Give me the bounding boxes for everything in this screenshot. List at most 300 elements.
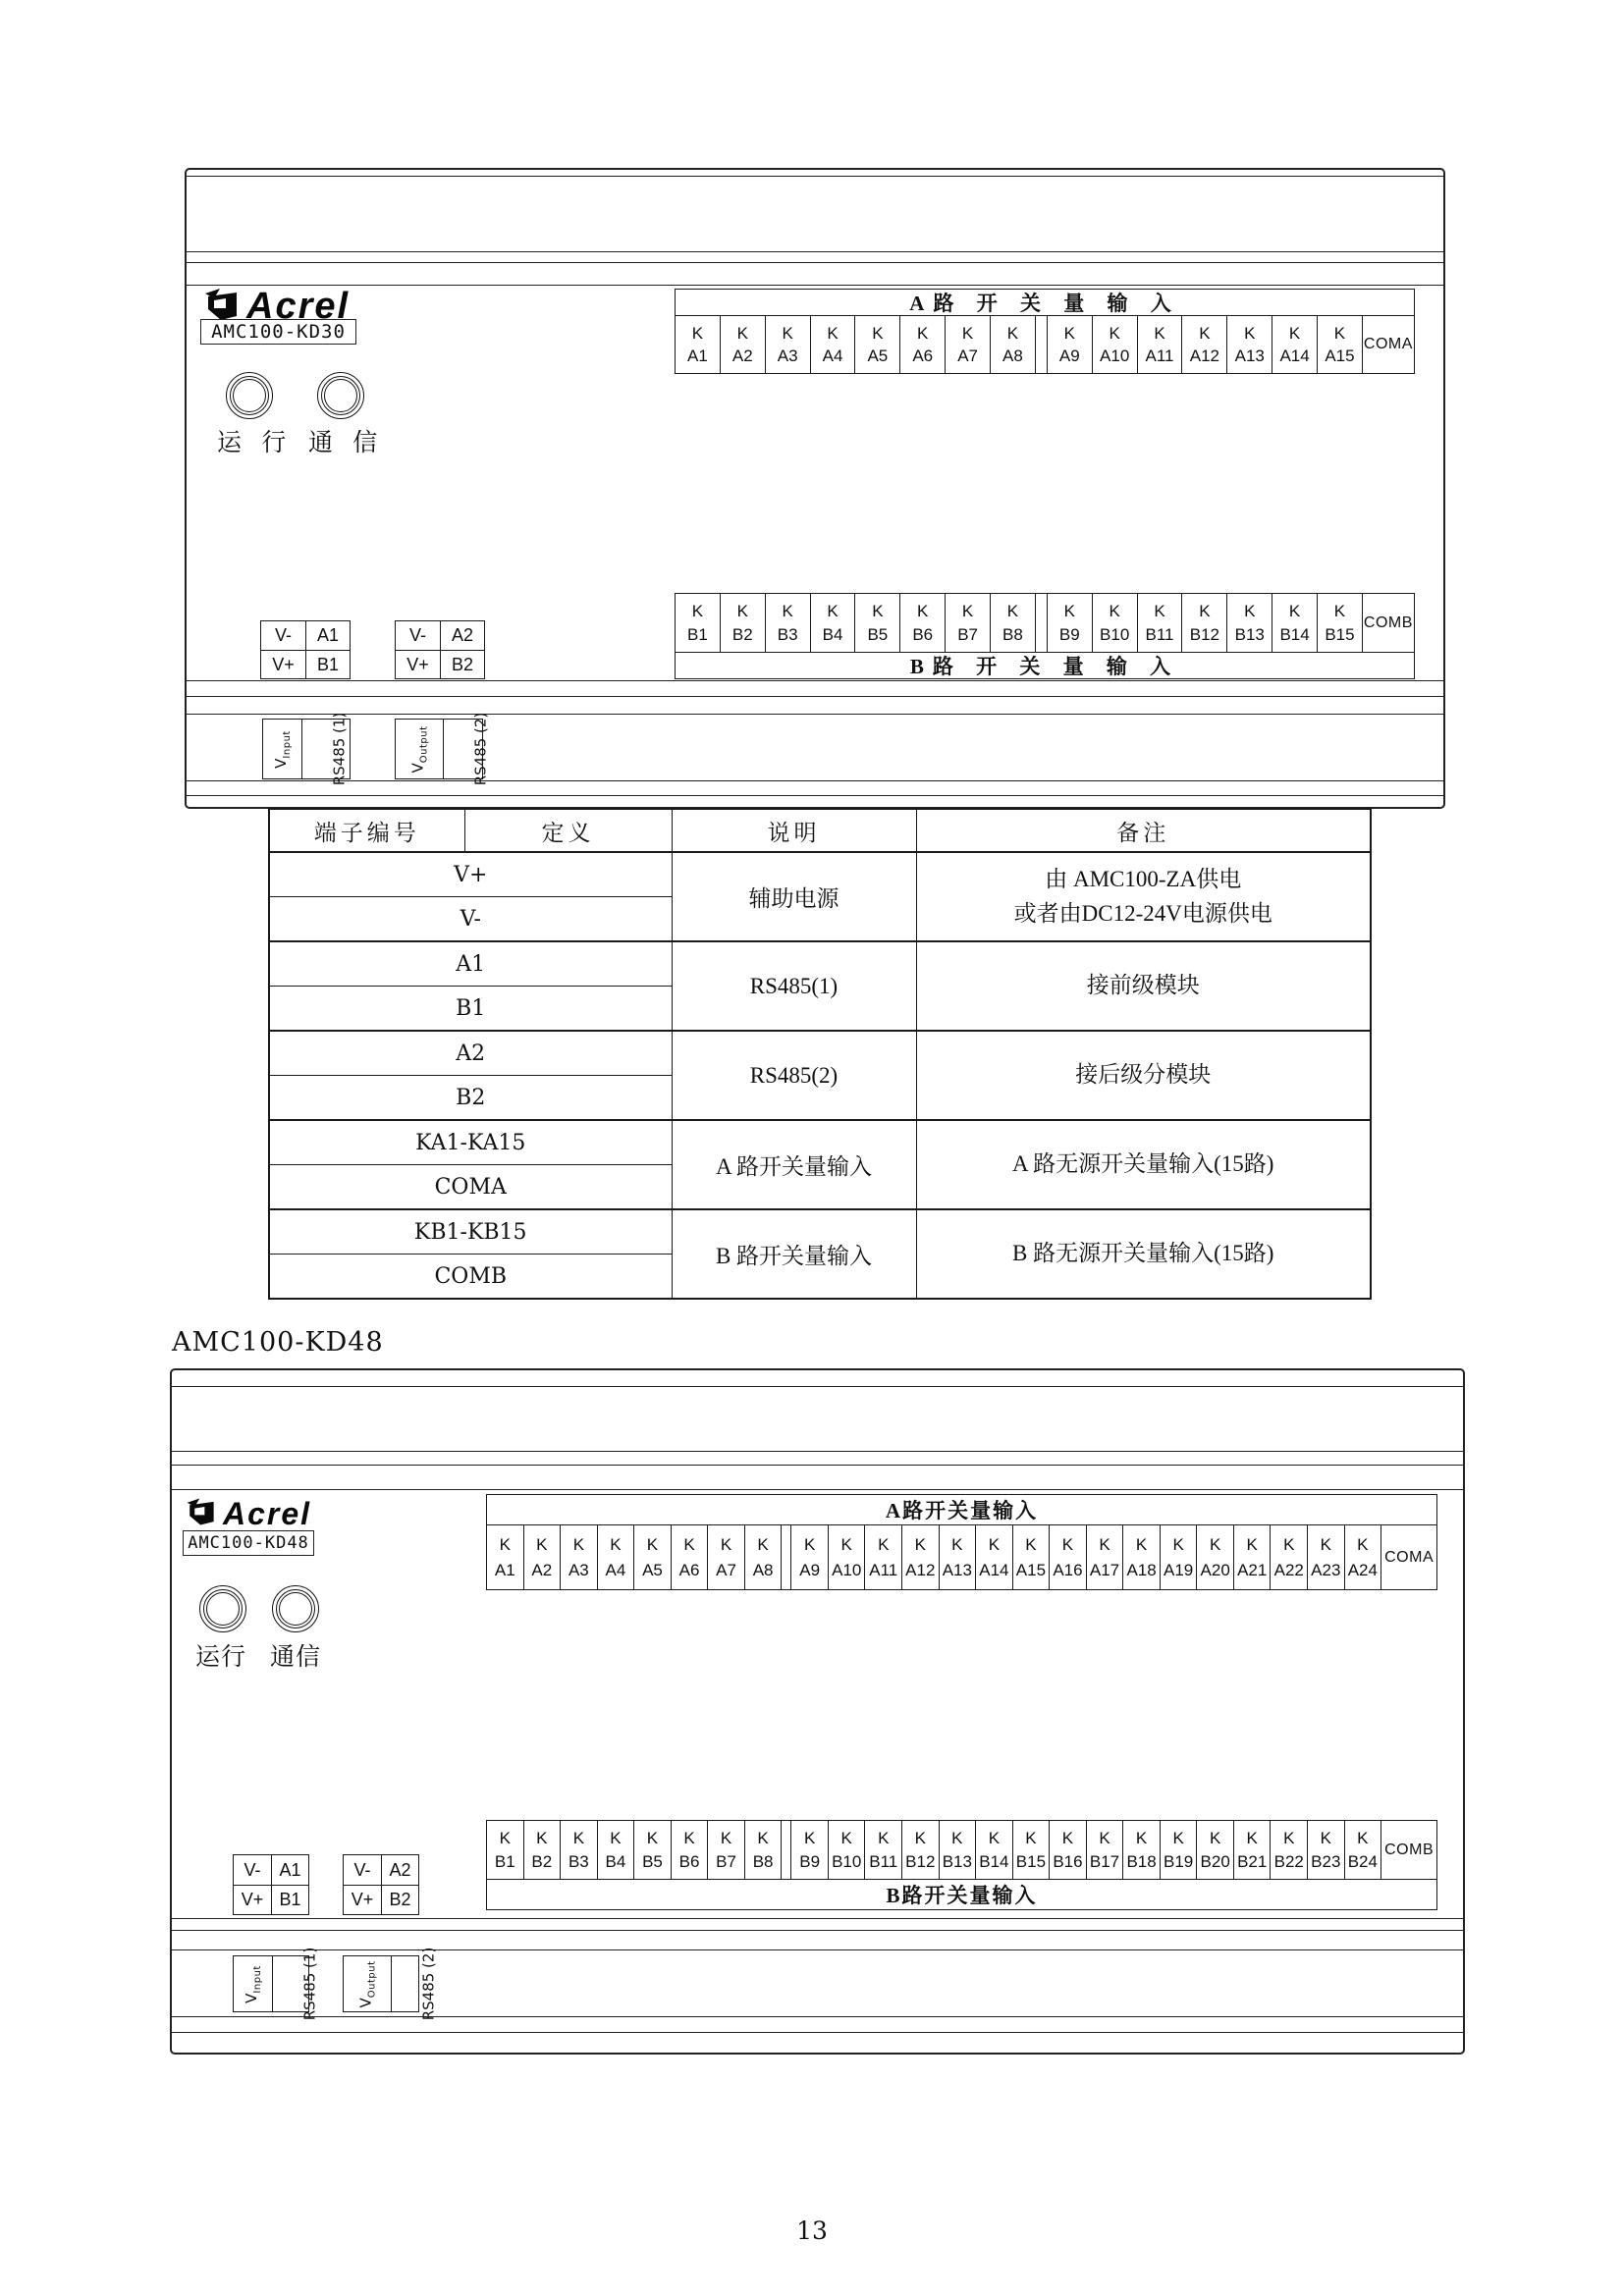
contact-k-label: K bbox=[1357, 1829, 1369, 1848]
terminal-cell-b3 bbox=[765, 594, 810, 652]
terminal-cell-a4 bbox=[597, 1525, 634, 1589]
terminal-id: A6 bbox=[912, 347, 934, 365]
contact-k-label: K bbox=[572, 1829, 585, 1848]
contact-k-label: K bbox=[840, 1829, 852, 1848]
din-rail-line bbox=[187, 696, 1443, 697]
terminal-id: B1 bbox=[687, 624, 708, 644]
terminal-vminus: V- bbox=[408, 625, 426, 645]
power-rs485-1-block bbox=[260, 620, 351, 679]
terminal-id: A2 bbox=[731, 347, 753, 365]
terminal-id: B22 bbox=[1273, 1851, 1304, 1871]
terminal-id-cell: V- bbox=[269, 897, 672, 942]
terminal-id: A4 bbox=[822, 347, 843, 365]
remark-line: 接前级模块 bbox=[1086, 973, 1200, 998]
comm-led-label: 通 信 bbox=[308, 430, 385, 456]
terminal-id: A22 bbox=[1273, 1560, 1304, 1579]
din-rail-line bbox=[172, 1465, 1463, 1466]
terminal-vminus: V- bbox=[244, 1859, 261, 1880]
terminal-id: B23 bbox=[1311, 1851, 1341, 1871]
bank-b-title: B路 开 关 量 输 入 bbox=[676, 652, 1414, 678]
remark-cell bbox=[916, 941, 1371, 1031]
kd48-caption: AMC100-KD48 bbox=[172, 1327, 384, 1358]
terminal-cell-a19 bbox=[1160, 1525, 1197, 1589]
contact-k-label: K bbox=[1199, 602, 1211, 621]
terminal-id: A11 bbox=[869, 1560, 898, 1579]
run-led-label: 运行 bbox=[195, 1644, 247, 1671]
bank-b-row bbox=[676, 594, 1414, 652]
terminal-cell-a10 bbox=[1092, 316, 1137, 373]
rs485-2-text: RS485 (2) bbox=[471, 712, 490, 786]
table-row bbox=[269, 852, 1371, 897]
contact-k-label: K bbox=[782, 602, 793, 621]
contact-k-label: K bbox=[1063, 602, 1075, 621]
remark-cell bbox=[916, 1031, 1371, 1120]
terminal-id-cell: COMA bbox=[269, 1165, 672, 1210]
contact-k-label: K bbox=[536, 1535, 548, 1555]
bank-a-row bbox=[487, 1525, 1436, 1589]
terminal-id: A19 bbox=[1163, 1560, 1194, 1579]
definition-cell: RS485(2) bbox=[672, 1031, 916, 1120]
terminal-id: B24 bbox=[1347, 1851, 1378, 1871]
model-label: AMC100-KD30 bbox=[200, 319, 356, 345]
device-kd48 bbox=[170, 1368, 1465, 2055]
terminal-id: A7 bbox=[716, 1560, 736, 1579]
page-number: 13 bbox=[796, 2216, 828, 2245]
contact-k-label: K bbox=[872, 602, 884, 621]
contact-k-label: K bbox=[1288, 324, 1301, 343]
front-panel-bottom-line bbox=[187, 680, 1443, 681]
terminal-id-cell: KB1-KB15 bbox=[269, 1209, 672, 1255]
table-row bbox=[269, 1209, 1371, 1255]
power-rs485-1-block bbox=[233, 1854, 309, 1915]
terminal-id: B19 bbox=[1163, 1851, 1194, 1871]
terminal-cell-a7 bbox=[707, 1525, 744, 1589]
terminal-id: B5 bbox=[867, 624, 889, 644]
terminal-cell-b9 bbox=[790, 1821, 828, 1879]
terminal-id: A14 bbox=[1279, 347, 1310, 365]
terminal-id: B13 bbox=[1234, 624, 1265, 644]
contact-k-label: K bbox=[1288, 602, 1301, 621]
terminal-b1: B1 bbox=[305, 650, 350, 678]
terminal-id: B10 bbox=[1100, 624, 1130, 644]
contact-k-label: K bbox=[1246, 1535, 1258, 1555]
terminal-id: B2 bbox=[731, 624, 753, 644]
terminal-cell-a8 bbox=[990, 316, 1035, 373]
terminal-id: B10 bbox=[832, 1851, 862, 1871]
terminal-vminus: V- bbox=[353, 1859, 371, 1880]
terminal-cell-b16 bbox=[1049, 1821, 1086, 1879]
terminal-separator bbox=[781, 1821, 790, 1879]
terminal-cell-b6 bbox=[899, 594, 945, 652]
terminal-separator bbox=[781, 1525, 790, 1589]
comm-led-label: 通信 bbox=[270, 1644, 322, 1671]
terminal-cell-a2 bbox=[720, 316, 765, 373]
terminal-cell-b13 bbox=[939, 1821, 976, 1879]
contact-k-label: K bbox=[1209, 1535, 1221, 1555]
terminal-id: A5 bbox=[642, 1560, 663, 1579]
contact-k-label: K bbox=[1061, 1535, 1074, 1555]
v-input-cell bbox=[263, 720, 301, 778]
bank-b-terminals bbox=[675, 593, 1415, 679]
contact-k-label: K bbox=[536, 1829, 548, 1848]
terminal-cell-b1 bbox=[676, 594, 720, 652]
terminal-id: B3 bbox=[568, 1851, 589, 1871]
bank-b-row bbox=[487, 1821, 1436, 1879]
contact-k-label: K bbox=[1172, 1829, 1184, 1848]
contact-k-label: K bbox=[878, 1535, 890, 1555]
terminal-id: B11 bbox=[1145, 624, 1174, 644]
contact-k-label: K bbox=[1109, 324, 1120, 343]
terminal-a2: A2 bbox=[440, 621, 484, 650]
terminal-cell-b11 bbox=[1137, 594, 1182, 652]
contact-k-label: K bbox=[827, 602, 839, 621]
contact-k-label: K bbox=[803, 1829, 816, 1848]
terminal-cell-b7 bbox=[707, 1821, 744, 1879]
rs485-1-text: RS485 (1) bbox=[329, 712, 348, 786]
terminal-id: B7 bbox=[716, 1851, 736, 1871]
terminal-b2: B2 bbox=[381, 1885, 418, 1914]
terminal-id: B16 bbox=[1053, 1851, 1083, 1871]
terminal-separator bbox=[1035, 594, 1047, 652]
din-rail-line bbox=[187, 262, 1443, 263]
terminal-cell-a14 bbox=[1272, 316, 1317, 373]
terminal-a2: A2 bbox=[381, 1855, 418, 1885]
contact-k-label: K bbox=[1320, 1829, 1331, 1848]
terminal-cell-b15 bbox=[1012, 1821, 1050, 1879]
definition-cell: RS485(1) bbox=[672, 941, 916, 1031]
terminal-cell-a12 bbox=[901, 1525, 939, 1589]
remark-cell bbox=[916, 852, 1371, 941]
terminal-cell-a16 bbox=[1049, 1525, 1086, 1589]
terminal-separator bbox=[1035, 316, 1047, 373]
contact-k-label: K bbox=[757, 1829, 769, 1848]
terminal-id: A9 bbox=[1058, 347, 1080, 365]
terminal-id-cell: V+ bbox=[269, 852, 672, 897]
terminal-cell-a21 bbox=[1233, 1525, 1271, 1589]
terminal-cell-b22 bbox=[1270, 1821, 1307, 1879]
run-led-label: 运 行 bbox=[217, 430, 294, 456]
terminal-id: B4 bbox=[822, 624, 843, 644]
contact-k-label: K bbox=[914, 1535, 926, 1555]
terminal-cell-a3 bbox=[560, 1525, 597, 1589]
terminal-id: A4 bbox=[605, 1560, 626, 1579]
front-panel-top-line bbox=[187, 285, 1443, 286]
din-rail-line bbox=[172, 2032, 1463, 2033]
terminal-id-cell: A1 bbox=[269, 941, 672, 987]
terminal-cell-a7 bbox=[945, 316, 990, 373]
terminal-cell-b2 bbox=[523, 1821, 561, 1879]
contact-k-label: K bbox=[951, 1829, 963, 1848]
v-symbol: V bbox=[242, 1993, 260, 2003]
terminal-id: A15 bbox=[1015, 1560, 1047, 1579]
remark-cell bbox=[916, 1120, 1371, 1209]
terminal-vplus: V+ bbox=[396, 650, 440, 678]
terminal-cell-a20 bbox=[1196, 1525, 1233, 1589]
terminal-cell-b14 bbox=[1272, 594, 1317, 652]
terminal-id: A13 bbox=[942, 1560, 972, 1579]
terminal-id-cell: KA1-KA15 bbox=[269, 1120, 672, 1165]
terminal-vplus: V+ bbox=[344, 1885, 381, 1914]
terminal-cell-a5 bbox=[854, 316, 899, 373]
terminal-cell-b10 bbox=[1092, 594, 1137, 652]
terminal-cell-b18 bbox=[1122, 1821, 1160, 1879]
terminal-id: A7 bbox=[957, 347, 978, 365]
acrel-logo-text: Acrel bbox=[246, 286, 351, 327]
contact-k-label: K bbox=[1135, 1829, 1148, 1848]
terminal-id: A16 bbox=[1053, 1560, 1083, 1579]
terminal-id: A8 bbox=[752, 1560, 774, 1579]
terminal-id: B14 bbox=[979, 1851, 1009, 1871]
terminal-cell-b11 bbox=[864, 1821, 901, 1879]
terminal-id: B15 bbox=[1325, 624, 1355, 644]
bank-a-title: A路 开 关 量 输 入 bbox=[676, 290, 1414, 316]
terminal-cell-b5 bbox=[854, 594, 899, 652]
terminal-cell-a11 bbox=[1137, 316, 1182, 373]
contact-k-label: K bbox=[646, 1535, 659, 1555]
terminal-cell-b20 bbox=[1196, 1821, 1233, 1879]
terminal-cell-b13 bbox=[1226, 594, 1272, 652]
terminal-id-cell: B1 bbox=[269, 987, 672, 1032]
col-terminal-number: 端子编号 bbox=[269, 809, 464, 852]
col-description: 说明 bbox=[672, 809, 916, 852]
contact-k-label: K bbox=[827, 324, 839, 343]
contact-k-label: K bbox=[1244, 602, 1256, 621]
remark-line: 或者由DC12-24V电源供电 bbox=[1013, 900, 1272, 926]
contact-k-label: K bbox=[1099, 1535, 1110, 1555]
contact-k-label: K bbox=[691, 324, 704, 343]
front-panel-bottom-line bbox=[172, 1918, 1463, 1919]
terminal-cell-a5 bbox=[633, 1525, 671, 1589]
terminal-id: B17 bbox=[1089, 1851, 1120, 1871]
terminal-cell-b10 bbox=[828, 1821, 865, 1879]
terminal-id: B6 bbox=[678, 1851, 700, 1871]
terminal-id: A23 bbox=[1311, 1560, 1341, 1579]
terminal-cell-a13 bbox=[1226, 316, 1272, 373]
terminal-id: B18 bbox=[1126, 1851, 1157, 1871]
terminal-cell-b23 bbox=[1307, 1821, 1344, 1879]
v-symbol: V bbox=[271, 758, 290, 769]
din-rail-line bbox=[172, 1930, 1463, 1931]
contact-k-label: K bbox=[1061, 1829, 1074, 1848]
device-kd30 bbox=[185, 168, 1445, 809]
contact-k-label: K bbox=[961, 324, 974, 343]
terminal-id: A9 bbox=[799, 1560, 821, 1579]
contact-k-label: K bbox=[610, 1535, 622, 1555]
terminal-b1: B1 bbox=[271, 1885, 308, 1914]
terminal-id-cell: B2 bbox=[269, 1076, 672, 1121]
contact-k-label: K bbox=[1333, 324, 1346, 343]
terminal-cell-b15 bbox=[1317, 594, 1362, 652]
remark-line: B 路无源开关量输入(15路) bbox=[1012, 1241, 1274, 1266]
terminal-id: B7 bbox=[957, 624, 978, 644]
din-rail-line bbox=[187, 176, 1443, 177]
connector-strip-top-line bbox=[172, 1949, 1463, 1950]
model-label: AMC100-KD48 bbox=[183, 1530, 314, 1556]
comb-cell: COMB bbox=[1380, 1821, 1436, 1879]
contact-k-label: K bbox=[1063, 324, 1075, 343]
terminal-vplus: V+ bbox=[234, 1885, 271, 1914]
terminal-cell-a13 bbox=[939, 1525, 976, 1589]
table-row bbox=[269, 1120, 1371, 1165]
contact-k-label: K bbox=[878, 1829, 890, 1848]
terminal-cell-a17 bbox=[1086, 1525, 1123, 1589]
contact-k-label: K bbox=[720, 1535, 732, 1555]
v-input-cell bbox=[234, 1956, 272, 2011]
contact-k-label: K bbox=[988, 1535, 1001, 1555]
comb-cell: COMB bbox=[1362, 594, 1414, 652]
contact-k-label: K bbox=[736, 324, 748, 343]
terminal-id: A10 bbox=[1100, 347, 1130, 365]
v-subscript: Output bbox=[366, 1959, 378, 1998]
v-output-cell bbox=[396, 720, 443, 778]
contact-k-label: K bbox=[803, 1535, 816, 1555]
rs485-1-text: RS485 (1) bbox=[299, 1947, 318, 2021]
contact-k-label: K bbox=[610, 1829, 622, 1848]
terminal-cell-a23 bbox=[1307, 1525, 1344, 1589]
terminal-cell-b6 bbox=[671, 1821, 708, 1879]
terminal-id: B8 bbox=[1002, 624, 1023, 644]
terminal-id: B12 bbox=[1189, 624, 1219, 644]
acrel-logo-icon bbox=[186, 1497, 217, 1531]
terminal-cell-a8 bbox=[744, 1525, 782, 1589]
terminal-id: A12 bbox=[905, 1560, 936, 1579]
terminal-cell-b24 bbox=[1344, 1821, 1381, 1879]
terminal-cell-a9 bbox=[1047, 316, 1092, 373]
terminal-a1: A1 bbox=[271, 1855, 308, 1885]
contact-k-label: K bbox=[840, 1535, 852, 1555]
contact-k-label: K bbox=[1172, 1535, 1184, 1555]
connector-strip-bottom-line bbox=[187, 780, 1443, 781]
terminal-id: A24 bbox=[1347, 1560, 1378, 1579]
contact-k-label: K bbox=[1006, 602, 1019, 621]
contact-k-label: K bbox=[917, 324, 929, 343]
terminal-id: B6 bbox=[912, 624, 934, 644]
definition-cell: 辅助电源 bbox=[672, 852, 916, 941]
terminal-cell-a15 bbox=[1012, 1525, 1050, 1589]
contact-k-label: K bbox=[1135, 1535, 1148, 1555]
contact-k-label: K bbox=[1209, 1829, 1221, 1848]
bank-a-terminals bbox=[486, 1494, 1437, 1590]
contact-k-label: K bbox=[646, 1829, 659, 1848]
terminal-cell-b8 bbox=[744, 1821, 782, 1879]
terminal-id: A6 bbox=[678, 1560, 700, 1579]
bank-a-row bbox=[676, 316, 1414, 373]
terminal-id: B11 bbox=[869, 1851, 898, 1871]
terminal-cell-a10 bbox=[828, 1525, 865, 1589]
terminal-id: A12 bbox=[1189, 347, 1219, 365]
rs485-1-cell bbox=[301, 712, 376, 786]
v-subscript: Output bbox=[418, 724, 430, 763]
bank-a-title: A路开关量输入 bbox=[487, 1495, 1436, 1525]
terminal-cell-a9 bbox=[790, 1525, 828, 1589]
contact-k-label: K bbox=[782, 324, 793, 343]
terminal-a1: A1 bbox=[305, 621, 350, 650]
contact-k-label: K bbox=[757, 1535, 769, 1555]
bank-a-terminals bbox=[675, 289, 1415, 374]
terminal-cell-b19 bbox=[1160, 1821, 1197, 1879]
terminal-id: A1 bbox=[494, 1560, 515, 1579]
terminal-id: A14 bbox=[979, 1560, 1009, 1579]
connector-strip-bottom-line bbox=[172, 2016, 1463, 2017]
contact-k-label: K bbox=[1199, 324, 1211, 343]
terminal-cell-a12 bbox=[1181, 316, 1226, 373]
terminal-cell-a11 bbox=[864, 1525, 901, 1589]
comm-led-indicator bbox=[272, 1585, 319, 1632]
terminal-id: B15 bbox=[1015, 1851, 1047, 1871]
front-panel-top-line bbox=[172, 1489, 1463, 1490]
contact-k-label: K bbox=[917, 602, 929, 621]
contact-k-label: K bbox=[683, 1535, 695, 1555]
col-remark: 备注 bbox=[916, 809, 1371, 852]
terminal-id: B14 bbox=[1279, 624, 1310, 644]
contact-k-label: K bbox=[951, 1535, 963, 1555]
din-rail-line bbox=[172, 1386, 1463, 1387]
rs485-2-connector-label bbox=[343, 1947, 438, 2021]
terminal-cell-a6 bbox=[671, 1525, 708, 1589]
terminal-cell-b7 bbox=[945, 594, 990, 652]
table-row bbox=[269, 1031, 1371, 1076]
din-rail-line bbox=[172, 1451, 1463, 1452]
power-rs485-2-block bbox=[343, 1854, 419, 1915]
contact-k-label: K bbox=[1099, 1829, 1110, 1848]
terminal-id: A5 bbox=[867, 347, 889, 365]
contact-k-label: K bbox=[1283, 1535, 1295, 1555]
rs485-2-cell bbox=[443, 712, 517, 786]
contact-k-label: K bbox=[1006, 324, 1019, 343]
terminal-id: B13 bbox=[942, 1851, 972, 1871]
table-header-row bbox=[269, 809, 1371, 852]
terminal-cell-a4 bbox=[810, 316, 855, 373]
contact-k-label: K bbox=[1025, 1829, 1037, 1848]
contact-k-label: K bbox=[499, 1535, 511, 1555]
contact-k-label: K bbox=[1025, 1535, 1037, 1555]
power-rs485-2-block bbox=[395, 620, 485, 679]
terminal-cell-b17 bbox=[1086, 1821, 1123, 1879]
rs485-2-connector-label bbox=[395, 712, 490, 786]
terminal-id-cell: A2 bbox=[269, 1031, 672, 1076]
rs485-2-text: RS485 (2) bbox=[419, 1947, 438, 2021]
terminal-id: B8 bbox=[752, 1851, 774, 1871]
contact-k-label: K bbox=[683, 1829, 695, 1848]
terminal-id: A15 bbox=[1325, 347, 1355, 365]
run-led-indicator bbox=[199, 1585, 246, 1632]
terminal-id: B1 bbox=[494, 1851, 515, 1871]
rs485-1-cell bbox=[272, 1947, 347, 2021]
terminal-id: A3 bbox=[777, 347, 798, 365]
terminal-id: B3 bbox=[777, 624, 798, 644]
terminal-cell-b4 bbox=[597, 1821, 634, 1879]
terminal-cell-b9 bbox=[1047, 594, 1092, 652]
terminal-id: B21 bbox=[1237, 1851, 1268, 1871]
coma-cell: COMA bbox=[1362, 316, 1414, 373]
rs485-2-cell bbox=[391, 1947, 465, 2021]
comm-led-indicator bbox=[317, 372, 364, 419]
contact-k-label: K bbox=[872, 324, 884, 343]
terminal-id: A18 bbox=[1126, 1560, 1157, 1579]
contact-k-label: K bbox=[1333, 602, 1346, 621]
terminal-id: A20 bbox=[1200, 1560, 1230, 1579]
terminal-cell-a6 bbox=[899, 316, 945, 373]
terminal-id: A17 bbox=[1089, 1560, 1120, 1579]
table-row bbox=[269, 941, 1371, 987]
contact-k-label: K bbox=[1283, 1829, 1295, 1848]
contact-k-label: K bbox=[988, 1829, 1001, 1848]
v-output-cell bbox=[344, 1956, 391, 2011]
contact-k-label: K bbox=[961, 602, 974, 621]
terminal-id-cell: COMB bbox=[269, 1255, 672, 1300]
terminal-id: A11 bbox=[1145, 347, 1174, 365]
definition-cell: B 路开关量输入 bbox=[672, 1209, 916, 1299]
